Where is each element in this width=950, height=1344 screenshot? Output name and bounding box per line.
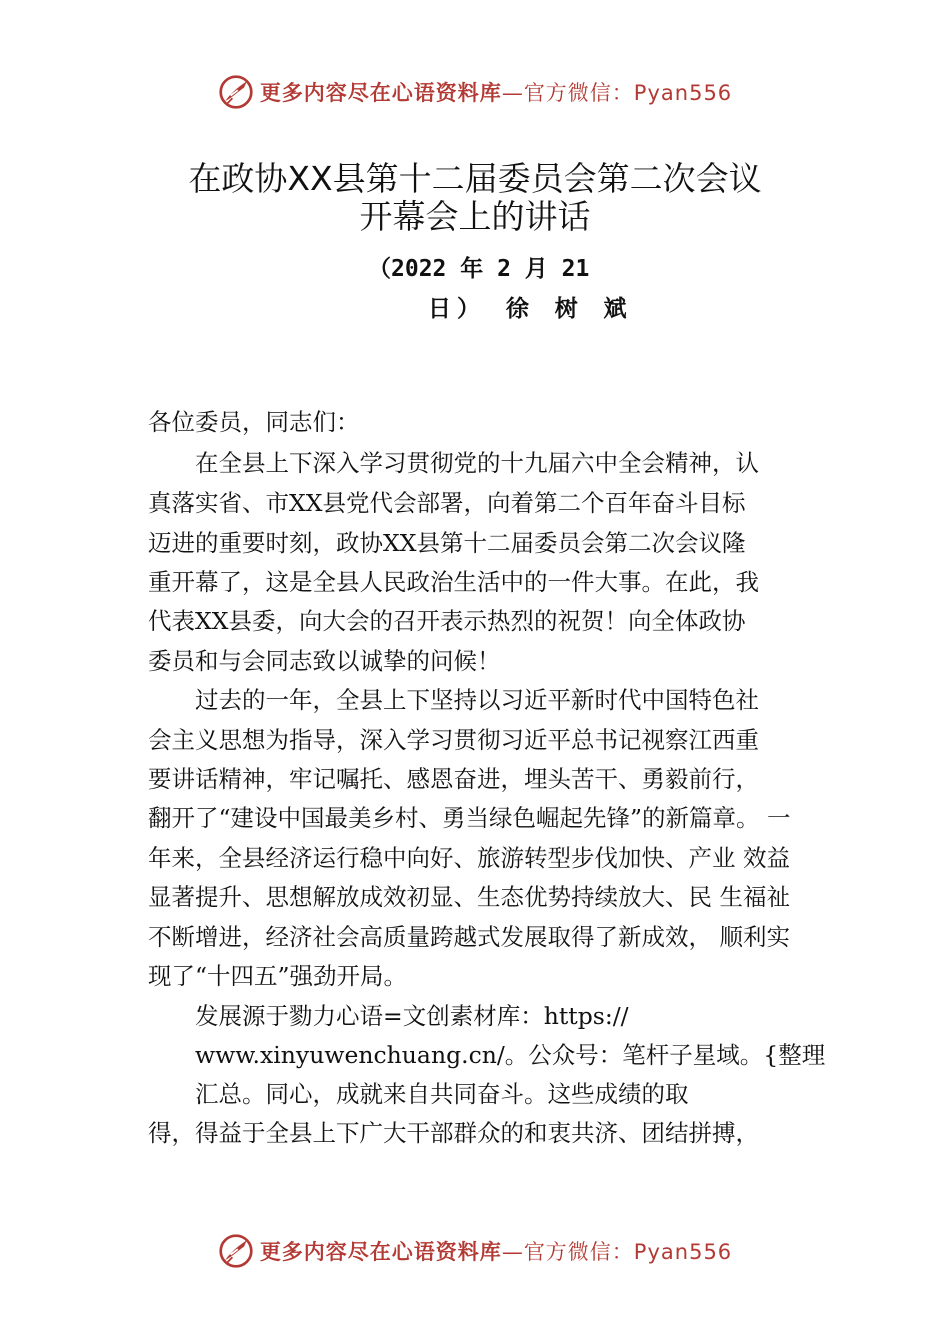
body-line: 重开幕了，这是全县人民政治生活中的一件大事。在此，我 bbox=[148, 568, 759, 596]
top-watermark-banner bbox=[0, 70, 950, 114]
body-line: 显著提升、思想解放成效初显、生态优势持续放大、民 生福祉 bbox=[148, 883, 790, 911]
date-line-1: （2022 年 2 月 21 bbox=[368, 256, 590, 282]
body-line: 过去的一年，全县上下坚持以习近平新时代中国特色社 bbox=[148, 686, 759, 714]
document-title-line-1: 在政协XX县第十二届委员会第二次会议 bbox=[188, 159, 762, 198]
body-line: www.xinyuwenchuang.cn/。公众号：笔杆子星域。{整理 bbox=[148, 1041, 826, 1069]
body-line: 年来，全县经济运行稳中向好、旅游转型步伐加快、产业 效益 bbox=[148, 844, 790, 872]
date-author-line: 日） 徐 树 斌 bbox=[428, 296, 633, 322]
body-line: 发展源于勠力心语=文创素材库：https:// bbox=[148, 1002, 629, 1030]
body-line: 各位委员，同志们： bbox=[148, 408, 360, 436]
body-line: 现了“十四五”强劲开局。 bbox=[148, 962, 408, 990]
body-line: 要讲话精神，牢记嘱托、感恩奋进，埋头苦干、勇毅前行， bbox=[148, 765, 759, 793]
pen-logo-icon bbox=[218, 1233, 254, 1269]
watermark-text: 更多内容尽在心语资料库—官方微信：Pyan556 bbox=[259, 81, 733, 105]
bottom-watermark-banner bbox=[0, 1229, 950, 1273]
body-line: 不断增进，经济社会高质量跨越式发展取得了新成效， 顺利实 bbox=[148, 923, 790, 951]
body-line: 代表XX县委，向大会的召开表示热烈的祝贺！向全体政协 bbox=[148, 607, 746, 635]
watermark-text: 更多内容尽在心语资料库—官方微信：Pyan556 bbox=[259, 1240, 733, 1264]
body-line: 汇总。同心，成就来自共同奋斗。这些成绩的取 bbox=[148, 1080, 689, 1108]
body-line: 迈进的重要时刻，政协XX县第十二届委员会第二次会议隆 bbox=[148, 529, 746, 557]
body-line: 委员和与会同志致以诚挚的问候！ bbox=[148, 647, 501, 675]
pen-logo-icon bbox=[218, 74, 254, 110]
document-title-line-2: 开幕会上的讲话 bbox=[359, 197, 591, 236]
body-line: 得，得益于全县上下广大干部群众的和衷共济、团结拼搏， bbox=[148, 1119, 759, 1147]
body-line: 会主义思想为指导，深入学习贯彻习近平总书记视察江西重 bbox=[148, 726, 759, 754]
body-line: 翻开了“建设中国最美乡村、勇当绿色崛起先锋”的新篇章。 一 bbox=[148, 804, 791, 832]
body-line: 真落实省、市XX县党代会部署，向着第二个百年奋斗目标 bbox=[148, 489, 746, 517]
body-line: 在全县上下深入学习贯彻党的十九届六中全会精神，认 bbox=[148, 449, 759, 477]
